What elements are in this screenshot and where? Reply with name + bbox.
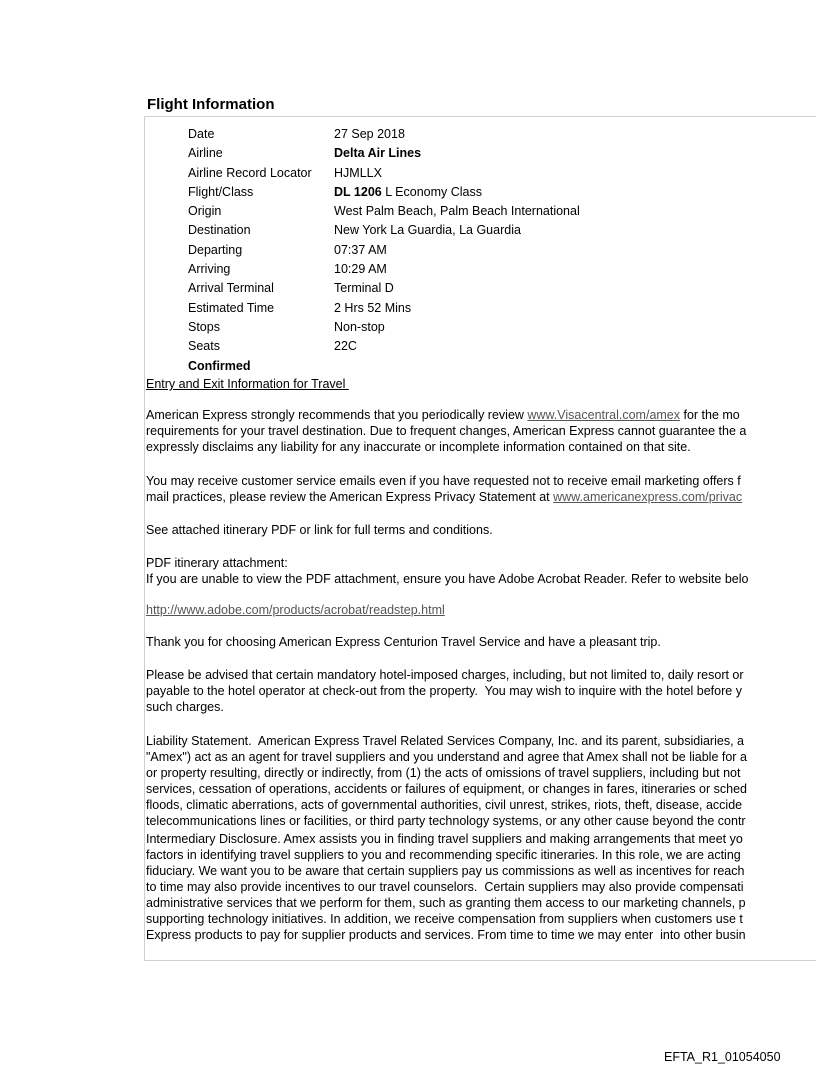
terms-paragraph xyxy=(146,522,816,538)
row-label: Arrival Terminal xyxy=(188,281,274,295)
liability-statement-paragraph xyxy=(146,733,816,829)
flight-number: DL 1206 xyxy=(334,185,382,199)
paragraph-line: See attached itinerary PDF or link for full terms and conditions. xyxy=(146,523,493,537)
paragraph-line: Please be advised that certain mandatory hotel-imposed charges, including, but not limited to, daily resort or xyxy=(146,668,744,682)
row-label: Estimated Time xyxy=(188,301,275,315)
booking-status: Confirmed xyxy=(188,359,251,373)
paragraph-line: or property resulting, directly or indirectly, from (1) the acts of omissions of travel suppliers, including but not xyxy=(146,766,741,780)
row-value: 2 Hrs 52 Mins xyxy=(334,301,412,315)
entry-exit-info-link[interactable]: Entry and Exit Information for Travel xyxy=(146,377,349,391)
thank-you-paragraph xyxy=(146,634,816,650)
paragraph-line: factors in identifying travel suppliers to you and recommending specific itineraries. In this role, we are acting xyxy=(146,848,741,862)
paragraph-line: services, cessation of operations, accidents or failures of equipment, or changes in fares, itineraries or sched xyxy=(146,782,748,796)
row-value: New York La Guardia, La Guardia xyxy=(334,223,521,237)
paragraph-line: telecommunications lines or facilities, or third party technology systems, or any other cause beyond the contr xyxy=(146,814,746,828)
visacentral-paragraph xyxy=(146,407,816,455)
row-label: Flight/Class xyxy=(188,185,254,199)
row-value: West Palm Beach, Palm Beach International xyxy=(334,204,580,218)
section-title: Flight Information xyxy=(147,96,275,113)
row-label: Stops xyxy=(188,320,220,334)
adobe-reader-link[interactable]: http://www.adobe.com/products/acrobat/readstep.html xyxy=(146,603,445,617)
row-value: 22C xyxy=(334,339,357,353)
row-label: Destination xyxy=(188,223,251,237)
paragraph-line: Thank you for choosing American Express Centurion Travel Service and have a pleasant trip. xyxy=(146,635,661,649)
row-label: Departing xyxy=(188,243,243,257)
document-id: EFTA_R1_01054050 xyxy=(664,1050,781,1064)
paragraph-line: supporting technology initiatives. In addition, we receive compensation from suppliers when customers use t xyxy=(146,912,743,926)
row-value xyxy=(334,184,482,200)
row-value: Terminal D xyxy=(334,281,394,295)
paragraph-line: "Amex") act as an agent for travel suppliers and you understand and agree that Amex shall not be liable for a xyxy=(146,750,747,764)
paragraph-line: floods, climatic aberrations, acts of governmental authorities, civil unrest, strikes, riots, theft, disease, accide xyxy=(146,798,743,812)
adobe-link-paragraph xyxy=(146,602,816,618)
row-value: Delta Air Lines xyxy=(334,146,422,160)
paragraph-line: such charges. xyxy=(146,700,224,714)
privacy-statement-link[interactable]: www.americanexpress.com/privac xyxy=(553,490,743,504)
paragraph-line: You may receive customer service emails even if you have requested not to receive email marketing offers f xyxy=(146,474,741,488)
paragraph-line: payable to the hotel operator at check-out from the property. You may wish to inquire with the hotel before y xyxy=(146,684,742,698)
paragraph-line: expressly disclaims any liability for any inaccurate or incomplete information contained on that site. xyxy=(146,440,691,454)
paragraph-line: fiduciary. We want you to be aware that certain suppliers pay us commissions as well as incentives for reach xyxy=(146,864,745,878)
hotel-charges-paragraph xyxy=(146,667,816,715)
row-value: Non-stop xyxy=(334,320,385,334)
visacentral-link[interactable]: www.Visacentral.com/amex xyxy=(527,408,681,422)
row-label: Origin xyxy=(188,204,222,218)
paragraph-line: PDF itinerary attachment: xyxy=(146,556,288,570)
paragraph-line: mail practices, please review the American Express Privacy Statement at www.americanexpress.com/privac xyxy=(146,490,743,504)
paragraph-line: requirements for your travel destination. Due to frequent changes, American Express cannot guarantee the a xyxy=(146,424,747,438)
row-label: Airline xyxy=(188,146,223,160)
row-value: HJMLLX xyxy=(334,166,382,180)
flight-class: L Economy Class xyxy=(381,185,482,199)
row-label: Arriving xyxy=(188,262,231,276)
paragraph-line: to time may also provide incentives to our travel counselors. Certain suppliers may also provide compensati xyxy=(146,880,744,894)
paragraph-line: American Express strongly recommends that you periodically review www.Visacentral.com/amex for the mo xyxy=(146,408,740,422)
paragraph-line: administrative services that we perform for them, such as granting them access to our marketing channels, p xyxy=(146,896,746,910)
row-label: Date xyxy=(188,127,215,141)
pdf-paragraph xyxy=(146,555,816,587)
paragraph-line: Express products to pay for supplier products and services. From time to time we may enter into other busin xyxy=(146,928,746,942)
row-value: 07:37 AM xyxy=(334,243,387,257)
paragraph-line: Intermediary Disclosure. Amex assists you in finding travel suppliers and making arrangements that meet yo xyxy=(146,832,743,846)
row-value: 27 Sep 2018 xyxy=(334,127,405,141)
intermediary-disclosure-paragraph xyxy=(146,831,816,943)
email-practices-paragraph xyxy=(146,473,816,505)
paragraph-line: If you are unable to view the PDF attachment, ensure you have Adobe Acrobat Reader. Refer to website belo xyxy=(146,572,749,586)
row-value: 10:29 AM xyxy=(334,262,387,276)
row-label: Airline Record Locator xyxy=(188,166,312,180)
row-label: Seats xyxy=(188,339,220,353)
paragraph-line: Liability Statement. American Express Travel Related Services Company, Inc. and its parent, subsidiaries, a xyxy=(146,734,744,748)
